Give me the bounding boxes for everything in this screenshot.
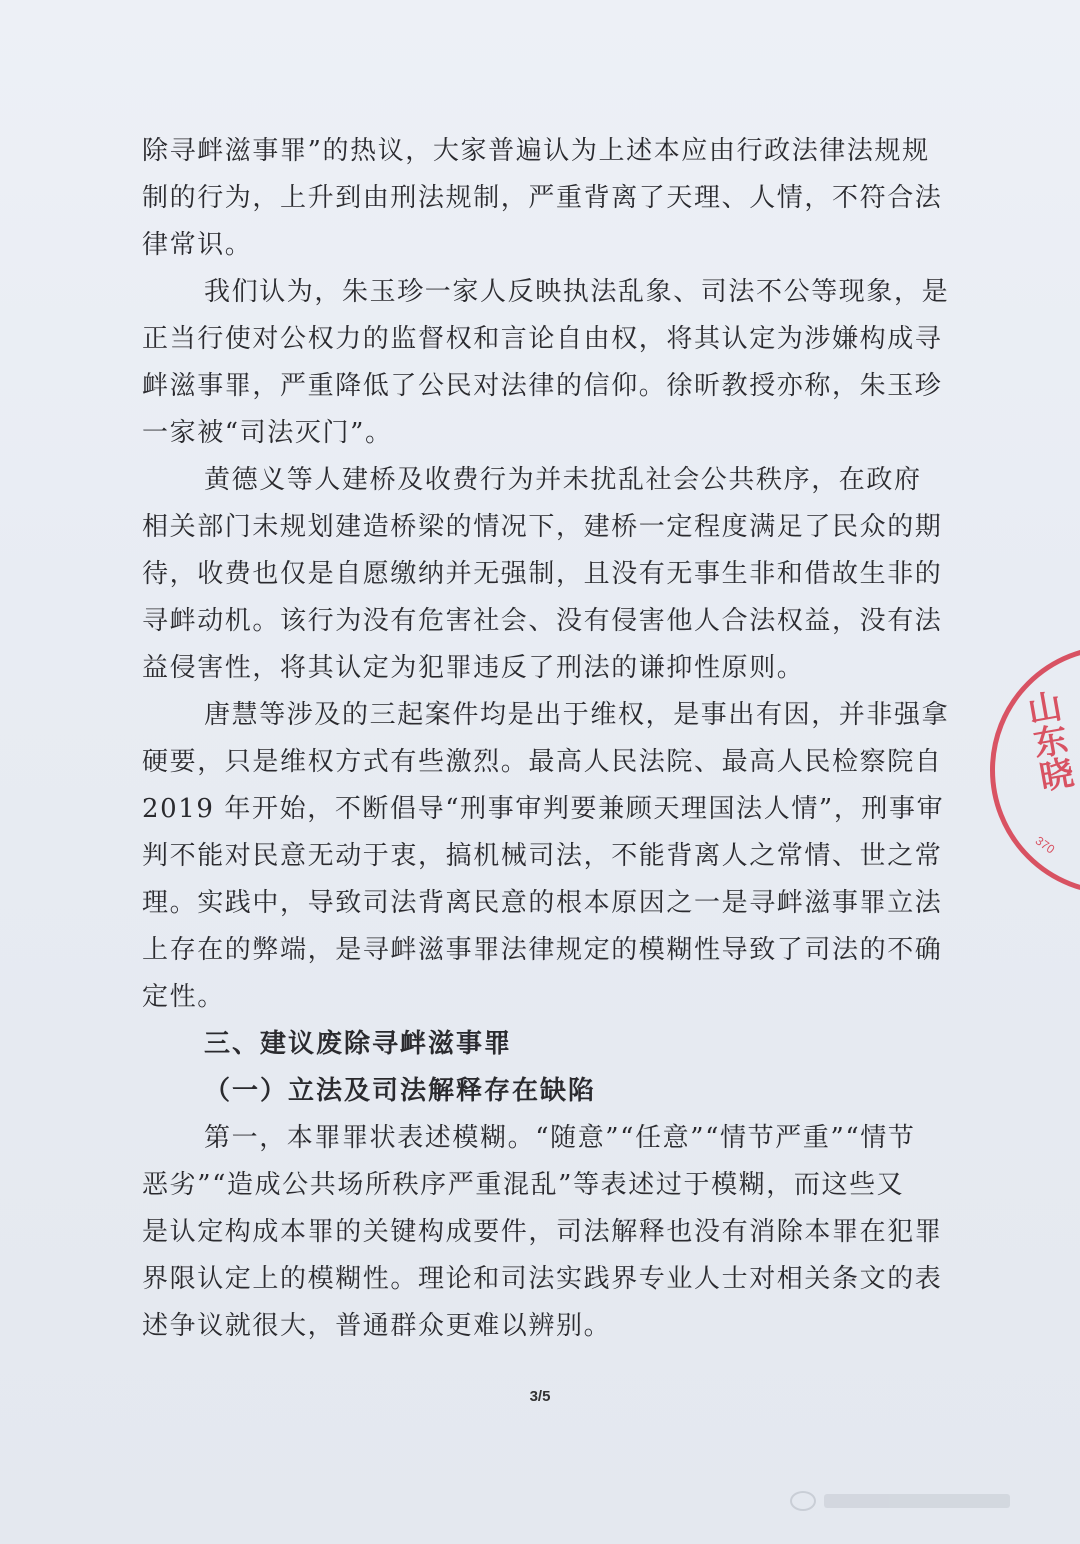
paragraph xyxy=(142,457,988,692)
heading-text: 三、建议废除寻衅滋事罪 xyxy=(204,1029,513,1059)
paragraph xyxy=(142,1115,988,1350)
watermark-bar xyxy=(824,1494,1010,1508)
text-line: 唐慧等涉及的三起案件均是出于维权，是事出有因，并非强拿 xyxy=(204,700,950,730)
text-line: 是认定构成本罪的关键构成要件，司法解释也没有消除本罪在犯罪 xyxy=(142,1217,943,1247)
text-line: 硬要，只是维权方式有些激烈。最高人民法院、最高人民检察院自 xyxy=(142,747,943,777)
seal-code: 370 xyxy=(1032,833,1058,857)
text-line: 恶劣”“造成公共场所秩序严重混乱”等表述过于模糊，而这些又 xyxy=(142,1170,905,1200)
text-line: 述争议就很大，普通群众更难以辨别。 xyxy=(142,1311,612,1341)
watermark-icon xyxy=(790,1491,816,1511)
text-line: 待，收费也仅是自愿缴纳并无强制，且没有无事生非和借故生非的 xyxy=(142,559,943,589)
document-body xyxy=(142,128,988,1350)
text-line: 理。实践中，导致司法背离民意的根本原因之一是寻衅滋事罪立法 xyxy=(142,888,943,918)
paragraph xyxy=(142,128,988,269)
section-heading xyxy=(142,1068,988,1115)
text-line: 制的行为，上升到由刑法规制，严重背离了天理、人情，不符合法 xyxy=(142,183,943,213)
red-seal-stamp xyxy=(990,645,1080,895)
text-line: 寻衅动机。该行为没有危害社会、没有侵害他人合法权益，没有法 xyxy=(142,606,943,636)
page-number: 3/5 xyxy=(529,1388,551,1405)
text-line: 上存在的弊端，是寻衅滋事罪法律规定的模糊性导致了司法的不确 xyxy=(142,935,943,965)
paragraph xyxy=(142,269,988,457)
text-line: 除寻衅滋事罪”的热议，大家普遍认为上述本应由行政法律法规规 xyxy=(142,136,930,166)
text-line: 衅滋事罪，严重降低了公民对法律的信仰。徐昕教授亦称，朱玉珍 xyxy=(142,371,943,401)
text-line: 正当行使对公权力的监督权和言论自由权，将其认定为涉嫌构成寻 xyxy=(142,324,943,354)
paragraph xyxy=(142,692,988,1021)
watermark xyxy=(790,1488,1010,1514)
text-line: 益侵害性，将其认定为犯罪违反了刑法的谦抑性原则。 xyxy=(142,653,805,683)
text-line: 相关部门未规划建造桥梁的情况下，建桥一定程度满足了民众的期 xyxy=(142,512,943,542)
section-heading xyxy=(142,1021,988,1068)
text-line: 第一，本罪罪状表述模糊。“随意”“任意”“情节严重”“情节 xyxy=(204,1123,916,1153)
text-line: 我们认为，朱玉珍一家人反映执法乱象、司法不公等现象，是 xyxy=(204,277,950,307)
text-line: 定性。 xyxy=(142,982,225,1012)
seal-text: 山东晓 xyxy=(1018,687,1076,795)
text-line: 黄德义等人建桥及收费行为并未扰乱社会公共秩序，在政府 xyxy=(204,465,922,495)
text-line: 律常识。 xyxy=(142,230,253,260)
heading-text: （一）立法及司法解释存在缺陷 xyxy=(204,1076,597,1106)
text-line: 一家被“司法灭门”。 xyxy=(142,418,393,448)
text-line: 2019 年开始，不断倡导“刑事审判要兼顾天理国法人情”，刑事审 xyxy=(142,794,945,824)
text-line: 判不能对民意无动于衷，搞机械司法，不能背离人之常情、世之常 xyxy=(142,841,943,871)
text-line: 界限认定上的模糊性。理论和司法实践界专业人士对相关条文的表 xyxy=(142,1264,943,1294)
